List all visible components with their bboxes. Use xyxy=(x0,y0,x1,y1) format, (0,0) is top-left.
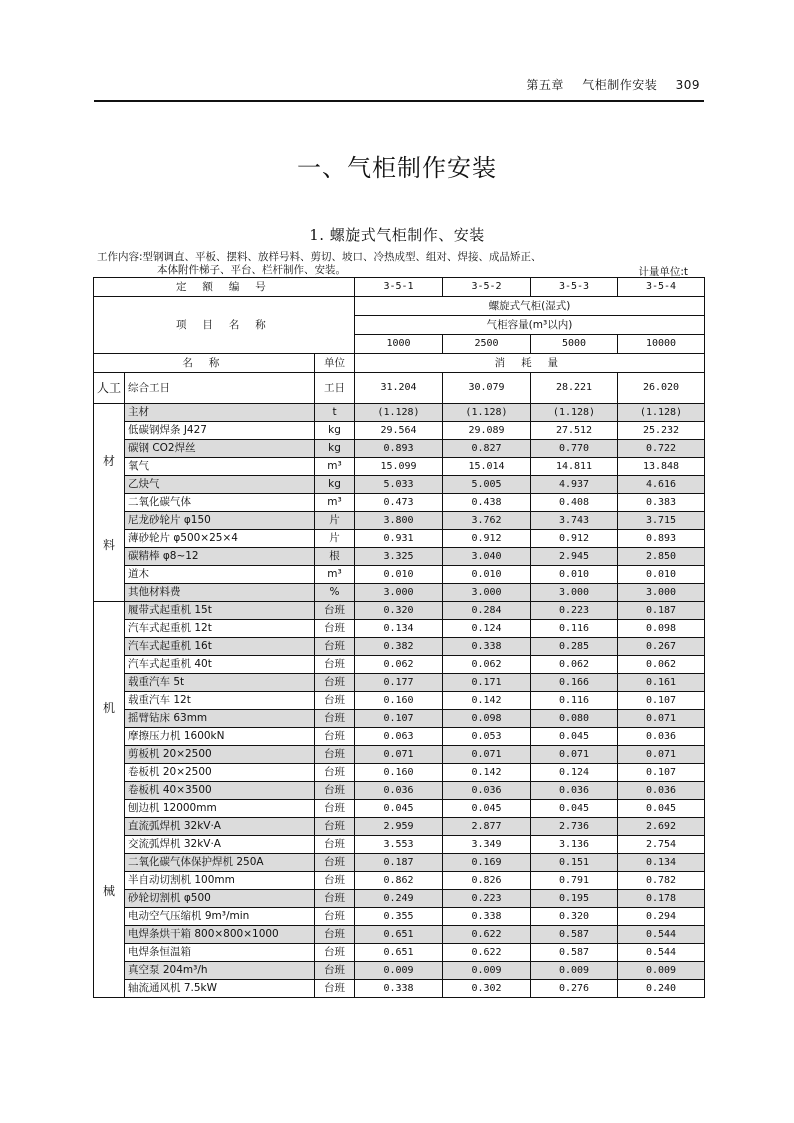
machinery-value: 0.826 xyxy=(443,872,531,890)
material-value: 3.000 xyxy=(443,584,531,602)
machinery-value: 0.302 xyxy=(443,980,531,998)
material-value: 3.743 xyxy=(531,512,618,530)
material-value: 15.014 xyxy=(443,458,531,476)
material-value: 14.811 xyxy=(531,458,618,476)
machinery-name: 轴流通风机 7.5kW xyxy=(125,980,315,998)
machinery-value: 0.071 xyxy=(618,710,705,728)
work-content-line-2: 本体附件梯子、平台、栏杆制作、安装。 xyxy=(157,264,346,276)
labor-value: 26.020 xyxy=(618,373,705,404)
item-type: 螺旋式气柜(湿式) xyxy=(355,297,705,316)
material-unit: % xyxy=(315,584,355,602)
labor-category: 人工 xyxy=(94,373,125,404)
machinery-value: 0.045 xyxy=(443,800,531,818)
item-type-row xyxy=(94,297,705,316)
material-row xyxy=(94,584,705,602)
machinery-value: 0.587 xyxy=(531,926,618,944)
machinery-value: 0.045 xyxy=(531,800,618,818)
machinery-unit: 台班 xyxy=(315,908,355,926)
machinery-value: 0.098 xyxy=(443,710,531,728)
machinery-value: 0.036 xyxy=(355,782,443,800)
item-name-label: 项 目 名 称 xyxy=(94,297,355,354)
material-value: 15.099 xyxy=(355,458,443,476)
machinery-unit: 台班 xyxy=(315,980,355,998)
machinery-value: 0.124 xyxy=(443,620,531,638)
section-label: 气柜制作安装 xyxy=(582,78,658,92)
machinery-name: 摇臂钻床 63mm xyxy=(125,710,315,728)
material-category-char: 料 xyxy=(102,537,115,552)
material-value: 0.893 xyxy=(355,440,443,458)
material-value: (1.128) xyxy=(443,404,531,422)
machinery-name: 电动空气压缩机 9m³/min xyxy=(125,908,315,926)
machinery-value: 0.166 xyxy=(531,674,618,692)
machinery-value: 0.009 xyxy=(443,962,531,980)
machinery-value: 0.223 xyxy=(531,602,618,620)
material-value: (1.128) xyxy=(531,404,618,422)
machinery-value: 0.124 xyxy=(531,764,618,782)
machinery-value: 0.240 xyxy=(618,980,705,998)
page-header xyxy=(94,70,704,102)
material-unit: m³ xyxy=(315,458,355,476)
machinery-value: 0.107 xyxy=(618,692,705,710)
chapter-label: 第五章 xyxy=(526,78,564,92)
material-value: 2.850 xyxy=(618,548,705,566)
material-name: 低碳钢焊条 J427 xyxy=(125,422,315,440)
machinery-value: 3.136 xyxy=(531,836,618,854)
machinery-name: 直流弧焊机 32kV·A xyxy=(125,818,315,836)
quota-code-row xyxy=(94,278,705,297)
material-value: 4.937 xyxy=(531,476,618,494)
machinery-value: 0.107 xyxy=(355,710,443,728)
material-value: 0.770 xyxy=(531,440,618,458)
machinery-name: 汽车式起重机 16t xyxy=(125,638,315,656)
material-unit: 片 xyxy=(315,512,355,530)
machinery-row xyxy=(94,638,705,656)
machinery-unit: 台班 xyxy=(315,674,355,692)
material-value: 0.722 xyxy=(618,440,705,458)
machinery-value: 0.160 xyxy=(355,692,443,710)
machinery-unit: 台班 xyxy=(315,746,355,764)
machinery-value: 0.142 xyxy=(443,764,531,782)
machinery-name: 二氧化碳气体保护焊机 250A xyxy=(125,854,315,872)
material-name: 碳钢 CO2焊丝 xyxy=(125,440,315,458)
machinery-value: 0.134 xyxy=(355,620,443,638)
machinery-unit: 台班 xyxy=(315,728,355,746)
machinery-value: 0.107 xyxy=(618,764,705,782)
material-row xyxy=(94,494,705,512)
machinery-value: 0.116 xyxy=(531,692,618,710)
material-row xyxy=(94,566,705,584)
machinery-name: 电焊条恒温箱 xyxy=(125,944,315,962)
machinery-value: 2.959 xyxy=(355,818,443,836)
header-text xyxy=(512,76,700,93)
labor-value: 30.079 xyxy=(443,373,531,404)
material-unit: kg xyxy=(315,476,355,494)
quota-code-cell: 3-5-3 xyxy=(531,278,618,297)
material-value: 0.010 xyxy=(355,566,443,584)
machinery-value: 0.062 xyxy=(355,656,443,674)
machinery-row xyxy=(94,818,705,836)
machinery-unit: 台班 xyxy=(315,854,355,872)
measurement-unit: 计量单位:t xyxy=(638,266,688,278)
machinery-value: 0.195 xyxy=(531,890,618,908)
material-value: 0.893 xyxy=(618,530,705,548)
material-unit: kg xyxy=(315,422,355,440)
machinery-value: 0.036 xyxy=(531,782,618,800)
machinery-value: 0.071 xyxy=(443,746,531,764)
machinery-unit: 台班 xyxy=(315,872,355,890)
machinery-value: 0.651 xyxy=(355,944,443,962)
machinery-value: 0.544 xyxy=(618,944,705,962)
material-value: 0.408 xyxy=(531,494,618,512)
material-name: 其他材料费 xyxy=(125,584,315,602)
material-row xyxy=(94,476,705,494)
labor-row xyxy=(94,373,705,404)
page-number: 309 xyxy=(675,78,700,92)
machinery-row xyxy=(94,602,705,620)
machinery-value: 0.036 xyxy=(618,782,705,800)
machinery-value: 0.036 xyxy=(618,728,705,746)
machinery-value: 0.171 xyxy=(443,674,531,692)
machinery-unit: 台班 xyxy=(315,620,355,638)
material-value: 0.010 xyxy=(618,566,705,584)
material-value: 0.010 xyxy=(531,566,618,584)
material-value: 25.232 xyxy=(618,422,705,440)
machinery-value: 0.053 xyxy=(443,728,531,746)
material-value: 3.000 xyxy=(531,584,618,602)
material-row xyxy=(94,440,705,458)
material-value: 0.010 xyxy=(443,566,531,584)
machinery-value: 0.338 xyxy=(355,980,443,998)
machinery-row xyxy=(94,692,705,710)
machinery-unit: 台班 xyxy=(315,944,355,962)
material-value: 0.383 xyxy=(618,494,705,512)
machinery-value: 3.553 xyxy=(355,836,443,854)
material-value: 5.033 xyxy=(355,476,443,494)
material-value: 3.040 xyxy=(443,548,531,566)
machinery-value: 0.063 xyxy=(355,728,443,746)
material-category xyxy=(94,404,125,602)
machinery-value: 0.062 xyxy=(531,656,618,674)
machinery-name: 砂轮切割机 φ500 xyxy=(125,890,315,908)
machinery-value: 0.284 xyxy=(443,602,531,620)
machinery-value: 0.355 xyxy=(355,908,443,926)
machinery-category-char: 机 xyxy=(102,701,115,715)
machinery-value: 0.098 xyxy=(618,620,705,638)
machinery-unit: 台班 xyxy=(315,800,355,818)
machinery-name: 真空泵 204m³/h xyxy=(125,962,315,980)
machinery-name: 交流弧焊机 32kV·A xyxy=(125,836,315,854)
machinery-value: 0.338 xyxy=(443,638,531,656)
machinery-unit: 台班 xyxy=(315,782,355,800)
machinery-name: 刨边机 12000mm xyxy=(125,800,315,818)
quota-code-cell: 3-5-2 xyxy=(443,278,531,297)
machinery-value: 0.338 xyxy=(443,908,531,926)
machinery-row xyxy=(94,620,705,638)
material-value: 0.827 xyxy=(443,440,531,458)
machinery-value: 0.071 xyxy=(355,746,443,764)
machinery-name: 履带式起重机 15t xyxy=(125,602,315,620)
machinery-value: 0.116 xyxy=(531,620,618,638)
material-unit: m³ xyxy=(315,494,355,512)
machinery-value: 0.062 xyxy=(618,656,705,674)
capacity-cell: 1000 xyxy=(355,335,443,354)
machinery-value: 3.349 xyxy=(443,836,531,854)
machinery-value: 0.249 xyxy=(355,890,443,908)
capacity-label: 气柜容量(m³以内) xyxy=(355,316,705,335)
material-row xyxy=(94,530,705,548)
material-unit: kg xyxy=(315,440,355,458)
material-value: 0.438 xyxy=(443,494,531,512)
machinery-value: 0.045 xyxy=(531,728,618,746)
main-title: 一、气柜制作安装 xyxy=(297,154,497,182)
material-name: 乙炔气 xyxy=(125,476,315,494)
material-value: 5.005 xyxy=(443,476,531,494)
machinery-unit: 台班 xyxy=(315,764,355,782)
machinery-unit: 台班 xyxy=(315,692,355,710)
material-row xyxy=(94,458,705,476)
machinery-row xyxy=(94,854,705,872)
material-value: 3.325 xyxy=(355,548,443,566)
machinery-value: 0.071 xyxy=(531,746,618,764)
machinery-value: 0.036 xyxy=(443,782,531,800)
material-row xyxy=(94,512,705,530)
material-value: 29.089 xyxy=(443,422,531,440)
machinery-name: 卷板机 20×2500 xyxy=(125,764,315,782)
machinery-row xyxy=(94,872,705,890)
machinery-value: 0.223 xyxy=(443,890,531,908)
machinery-name: 剪板机 20×2500 xyxy=(125,746,315,764)
quota-table xyxy=(93,277,705,998)
material-name: 氧气 xyxy=(125,458,315,476)
machinery-row xyxy=(94,800,705,818)
quota-code-label: 定 额 编 号 xyxy=(94,278,355,297)
material-value: 4.616 xyxy=(618,476,705,494)
machinery-name: 卷板机 40×3500 xyxy=(125,782,315,800)
machinery-value: 0.071 xyxy=(618,746,705,764)
machinery-value: 2.692 xyxy=(618,818,705,836)
machinery-value: 0.009 xyxy=(618,962,705,980)
machinery-row xyxy=(94,710,705,728)
machinery-row xyxy=(94,962,705,980)
machinery-value: 0.382 xyxy=(355,638,443,656)
machinery-row xyxy=(94,944,705,962)
machinery-row xyxy=(94,926,705,944)
machinery-unit: 台班 xyxy=(315,890,355,908)
machinery-value: 0.151 xyxy=(531,854,618,872)
material-name: 薄砂轮片 φ500×25×4 xyxy=(125,530,315,548)
machinery-name: 载重汽车 12t xyxy=(125,692,315,710)
material-unit: 片 xyxy=(315,530,355,548)
name-column-header: 名 称 xyxy=(94,354,315,373)
quota-code-cell: 3-5-1 xyxy=(355,278,443,297)
machinery-value: 0.862 xyxy=(355,872,443,890)
machinery-row xyxy=(94,728,705,746)
column-header-row xyxy=(94,354,705,373)
machinery-name: 载重汽车 5t xyxy=(125,674,315,692)
machinery-unit: 台班 xyxy=(315,962,355,980)
labor-value: 28.221 xyxy=(531,373,618,404)
material-name: 道木 xyxy=(125,566,315,584)
machinery-unit: 台班 xyxy=(315,710,355,728)
material-row xyxy=(94,548,705,566)
material-value: 0.473 xyxy=(355,494,443,512)
material-unit: m³ xyxy=(315,566,355,584)
machinery-value: 0.187 xyxy=(618,602,705,620)
machinery-unit: 台班 xyxy=(315,836,355,854)
material-category-char: 材 xyxy=(102,453,115,468)
machinery-value: 0.791 xyxy=(531,872,618,890)
machinery-name: 半自动切割机 100mm xyxy=(125,872,315,890)
material-value: 29.564 xyxy=(355,422,443,440)
unit-column-header: 单位 xyxy=(315,354,355,373)
material-unit: 根 xyxy=(315,548,355,566)
material-value: 3.762 xyxy=(443,512,531,530)
machinery-value: 2.877 xyxy=(443,818,531,836)
machinery-value: 0.009 xyxy=(355,962,443,980)
material-value: 27.512 xyxy=(531,422,618,440)
machinery-value: 2.736 xyxy=(531,818,618,836)
material-row xyxy=(94,422,705,440)
consumption-column-header: 消 耗 量 xyxy=(355,354,705,373)
machinery-value: 0.045 xyxy=(618,800,705,818)
material-value: 0.912 xyxy=(443,530,531,548)
machinery-name: 电焊条烘干箱 800×800×1000 xyxy=(125,926,315,944)
machinery-value: 0.169 xyxy=(443,854,531,872)
material-value: 3.000 xyxy=(618,584,705,602)
labor-value: 31.204 xyxy=(355,373,443,404)
machinery-unit: 台班 xyxy=(315,638,355,656)
machinery-row xyxy=(94,908,705,926)
machinery-value: 0.651 xyxy=(355,926,443,944)
material-name: 碳精棒 φ8~12 xyxy=(125,548,315,566)
sub-title: 1. 螺旋式气柜制作、安装 xyxy=(309,226,485,244)
machinery-value: 0.267 xyxy=(618,638,705,656)
material-name: 二氧化碳气体 xyxy=(125,494,315,512)
machinery-row xyxy=(94,836,705,854)
machinery-name: 摩擦压力机 1600kN xyxy=(125,728,315,746)
material-name: 尼龙砂轮片 φ150 xyxy=(125,512,315,530)
machinery-value: 0.276 xyxy=(531,980,618,998)
machinery-value: 0.045 xyxy=(355,800,443,818)
machinery-unit: 台班 xyxy=(315,818,355,836)
machinery-value: 0.160 xyxy=(355,764,443,782)
labor-unit: 工日 xyxy=(315,373,355,404)
machinery-row xyxy=(94,674,705,692)
machinery-value: 0.134 xyxy=(618,854,705,872)
machinery-value: 0.177 xyxy=(355,674,443,692)
machinery-row xyxy=(94,656,705,674)
machinery-category-char: 械 xyxy=(102,884,115,898)
machinery-value: 0.587 xyxy=(531,944,618,962)
material-row xyxy=(94,404,705,422)
machinery-value: 0.187 xyxy=(355,854,443,872)
capacity-cell: 2500 xyxy=(443,335,531,354)
machinery-row xyxy=(94,890,705,908)
machinery-value: 0.080 xyxy=(531,710,618,728)
machinery-value: 0.320 xyxy=(355,602,443,620)
machinery-value: 0.062 xyxy=(443,656,531,674)
machinery-category xyxy=(94,602,125,998)
material-name: 主材 xyxy=(125,404,315,422)
work-content xyxy=(97,251,542,277)
machinery-unit: 台班 xyxy=(315,656,355,674)
machinery-row xyxy=(94,980,705,998)
machinery-name: 汽车式起重机 12t xyxy=(125,620,315,638)
capacity-cell: 5000 xyxy=(531,335,618,354)
material-value: 3.000 xyxy=(355,584,443,602)
material-value: (1.128) xyxy=(618,404,705,422)
material-value: 3.715 xyxy=(618,512,705,530)
machinery-value: 0.142 xyxy=(443,692,531,710)
material-value: 3.800 xyxy=(355,512,443,530)
capacity-cell: 10000 xyxy=(618,335,705,354)
material-value: 13.848 xyxy=(618,458,705,476)
material-value: 0.912 xyxy=(531,530,618,548)
material-value: (1.128) xyxy=(355,404,443,422)
machinery-value: 0.622 xyxy=(443,926,531,944)
material-value: 0.931 xyxy=(355,530,443,548)
machinery-value: 0.294 xyxy=(618,908,705,926)
machinery-unit: 台班 xyxy=(315,602,355,620)
machinery-row xyxy=(94,746,705,764)
machinery-unit: 台班 xyxy=(315,926,355,944)
work-content-line-1: 工作内容:型钢调直、平板、摆料、放样号料、剪切、坡口、冷热成型、组对、焊接、成品矫正、 xyxy=(97,251,542,263)
material-value: 2.945 xyxy=(531,548,618,566)
machinery-row xyxy=(94,764,705,782)
machinery-value: 0.178 xyxy=(618,890,705,908)
machinery-value: 2.754 xyxy=(618,836,705,854)
machinery-value: 0.009 xyxy=(531,962,618,980)
machinery-value: 0.782 xyxy=(618,872,705,890)
machinery-value: 0.544 xyxy=(618,926,705,944)
quota-code-cell: 3-5-4 xyxy=(618,278,705,297)
machinery-row xyxy=(94,782,705,800)
labor-name: 综合工日 xyxy=(125,373,315,404)
material-unit: t xyxy=(315,404,355,422)
machinery-value: 0.161 xyxy=(618,674,705,692)
machinery-name: 汽车式起重机 40t xyxy=(125,656,315,674)
machinery-value: 0.320 xyxy=(531,908,618,926)
machinery-value: 0.285 xyxy=(531,638,618,656)
machinery-value: 0.622 xyxy=(443,944,531,962)
